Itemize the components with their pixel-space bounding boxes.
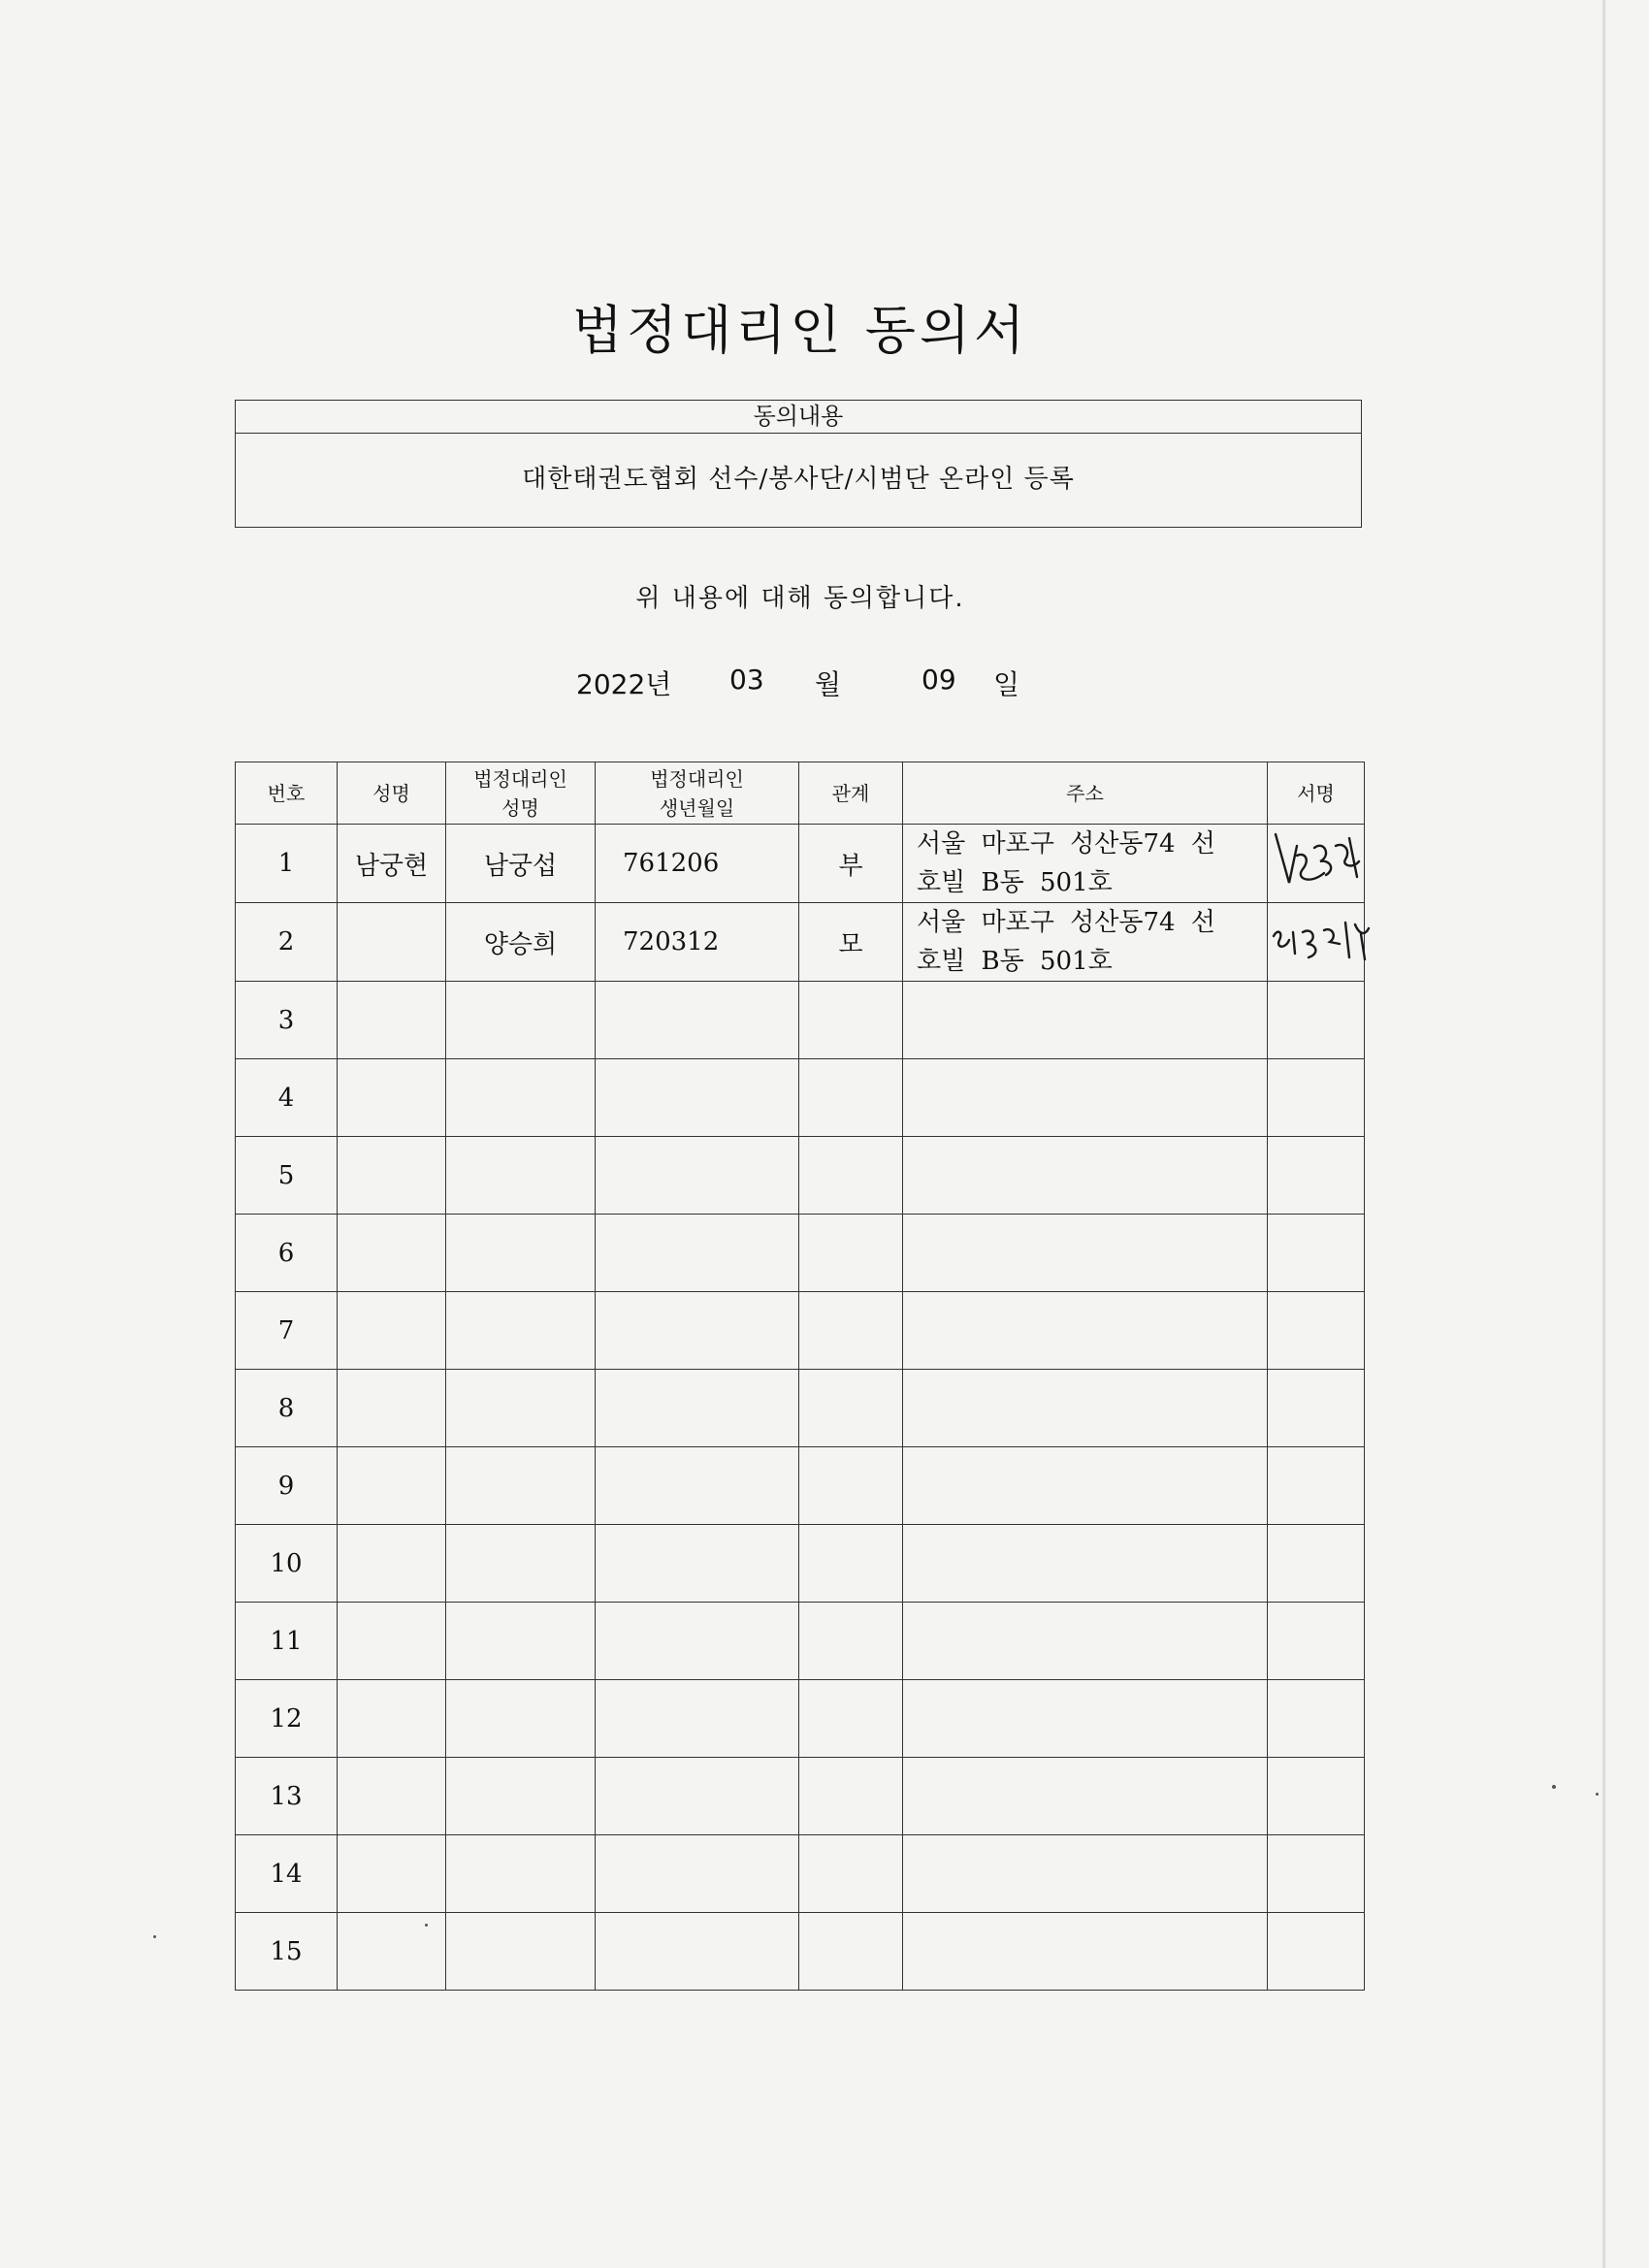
row-relation: [799, 1059, 903, 1137]
row-guardian-birth: [596, 1758, 799, 1835]
row-name: [338, 1758, 446, 1835]
row-address: [903, 1913, 1268, 1991]
row-relation: [799, 1913, 903, 1991]
row-number: 2: [236, 903, 338, 982]
row-number: 3: [236, 982, 338, 1059]
row-address: [903, 1758, 1268, 1835]
row-guardian-birth: [596, 1370, 799, 1447]
row-number: 4: [236, 1059, 338, 1137]
header-guardian-birth: 법정대리인 생년월일: [596, 762, 799, 825]
row-name: [338, 1913, 446, 1991]
row-signature: [1268, 1603, 1365, 1680]
table-row: [236, 1603, 1365, 1680]
table-row: [236, 825, 1365, 903]
row-address: [903, 1525, 1268, 1603]
row-guardian-name: [446, 1137, 596, 1215]
header-no: 번호: [236, 762, 338, 825]
row-guardian-name: [446, 1913, 596, 1991]
address-line-1: 서울 마포구 성산동74 선: [917, 829, 1215, 859]
table-row: [236, 903, 1365, 982]
row-guardian-name: 양승희: [446, 903, 596, 982]
row-guardian-name: [446, 1525, 596, 1603]
row-number: 6: [236, 1215, 338, 1292]
table-row: [236, 1913, 1365, 1991]
scan-speck: [153, 1935, 156, 1938]
row-guardian-birth: [596, 1447, 799, 1525]
row-guardian-name: [446, 1758, 596, 1835]
date-day-unit: 일: [993, 668, 1020, 700]
row-relation: [799, 982, 903, 1059]
table-row: [236, 1835, 1365, 1913]
row-address: [903, 1137, 1268, 1215]
address-line-2: 호빌 B동 501호: [917, 947, 1113, 976]
row-address: [903, 1215, 1268, 1292]
row-guardian-birth: [596, 1525, 799, 1603]
row-relation: [799, 1292, 903, 1370]
row-relation: [799, 1447, 903, 1525]
row-signature: [1268, 1292, 1365, 1370]
row-number: 10: [236, 1525, 338, 1603]
table-row: [236, 1370, 1365, 1447]
header-name: 성명: [338, 762, 446, 825]
row-name: [338, 1680, 446, 1758]
row-signature: [1268, 1447, 1365, 1525]
row-guardian-birth: 720312: [596, 903, 799, 982]
row-signature: [1268, 1913, 1365, 1991]
row-guardian-birth: [596, 1137, 799, 1215]
row-name: [338, 1059, 446, 1137]
header-guardian-name: 법정대리인 성명: [446, 762, 596, 825]
consent-header: 동의내용: [236, 401, 1361, 434]
row-signature: [1268, 982, 1365, 1059]
row-number: 11: [236, 1603, 338, 1680]
date-month-value: 03: [729, 664, 764, 696]
row-signature: [1268, 1758, 1365, 1835]
row-address: [903, 1603, 1268, 1680]
row-number: 15: [236, 1913, 338, 1991]
date-day-value: 09: [922, 664, 956, 696]
table-row: [236, 1059, 1365, 1137]
table-row: [236, 1525, 1365, 1603]
row-guardian-name: [446, 1059, 596, 1137]
date-month-unit: 월: [815, 668, 842, 700]
row-guardian-name: 남궁섭: [446, 825, 596, 903]
row-signature: [1268, 1680, 1365, 1758]
row-relation: 부: [799, 825, 903, 903]
row-name: [338, 1292, 446, 1370]
row-relation: [799, 1758, 903, 1835]
row-guardian-birth: [596, 1835, 799, 1913]
row-number: 7: [236, 1292, 338, 1370]
row-guardian-name: [446, 1370, 596, 1447]
row-number: 12: [236, 1680, 338, 1758]
row-signature: [1268, 903, 1365, 982]
row-guardian-name: [446, 1292, 596, 1370]
row-relation: 모: [799, 903, 903, 982]
scan-speck: [425, 1924, 428, 1927]
row-guardian-birth: [596, 1603, 799, 1680]
scan-speck: [1552, 1785, 1556, 1789]
row-relation: [799, 1680, 903, 1758]
table-row: [236, 1758, 1365, 1835]
row-guardian-name: [446, 982, 596, 1059]
row-guardian-name: [446, 1680, 596, 1758]
row-guardian-birth: 761206: [596, 825, 799, 903]
agreement-text: 위 내용에 대해 동의합니다.: [635, 584, 965, 613]
address-line-1: 서울 마포구 성산동74 선: [917, 908, 1215, 937]
row-name: [338, 903, 446, 982]
row-number: 13: [236, 1758, 338, 1835]
row-address: [903, 1059, 1268, 1137]
row-relation: [799, 1603, 903, 1680]
row-relation: [799, 1370, 903, 1447]
row-signature: [1268, 1059, 1365, 1137]
row-guardian-name: [446, 1215, 596, 1292]
row-address: [903, 1370, 1268, 1447]
row-name: [338, 1603, 446, 1680]
row-name: [338, 1447, 446, 1525]
row-signature: [1268, 1525, 1365, 1603]
row-number: 8: [236, 1370, 338, 1447]
page-title: 법정대리인 동의서: [571, 300, 1029, 362]
row-guardian-name: [446, 1835, 596, 1913]
table-row: [236, 1137, 1365, 1215]
row-name: 남궁현: [338, 825, 446, 903]
consent-box: [235, 400, 1362, 528]
row-guardian-birth: [596, 982, 799, 1059]
row-address: [903, 1680, 1268, 1758]
table-row: [236, 1680, 1365, 1758]
row-address: [903, 982, 1268, 1059]
row-name: [338, 1137, 446, 1215]
page-edge: [1602, 0, 1605, 2268]
row-signature: [1268, 1215, 1365, 1292]
header-relation: 관계: [799, 762, 903, 825]
row-signature: [1268, 1835, 1365, 1913]
row-guardian-birth: [596, 1913, 799, 1991]
row-name: [338, 982, 446, 1059]
row-address: [903, 1835, 1268, 1913]
row-address: [903, 1447, 1268, 1525]
consent-content: 대한태권도협회 선수/봉사단/시범단 온라인 등록: [522, 465, 1075, 494]
row-signature: [1268, 1370, 1365, 1447]
row-guardian-name: [446, 1603, 596, 1680]
row-number: 14: [236, 1835, 338, 1913]
row-relation: [799, 1525, 903, 1603]
row-address: [903, 1292, 1268, 1370]
guardian-table: [235, 761, 1365, 1991]
row-name: [338, 1370, 446, 1447]
row-signature: [1268, 825, 1365, 903]
date-year: 2022년: [576, 668, 672, 700]
header-address: 주소: [903, 762, 1268, 825]
row-number: 5: [236, 1137, 338, 1215]
row-address: [903, 825, 1268, 903]
row-guardian-birth: [596, 1292, 799, 1370]
scan-speck: [1596, 1793, 1599, 1796]
handwritten-signature: [1268, 915, 1374, 970]
row-address: [903, 903, 1268, 982]
row-guardian-birth: [596, 1215, 799, 1292]
row-number: 9: [236, 1447, 338, 1525]
row-number: 1: [236, 825, 338, 903]
table-header-row: [236, 762, 1365, 825]
row-name: [338, 1835, 446, 1913]
row-relation: [799, 1215, 903, 1292]
row-name: [338, 1215, 446, 1292]
row-guardian-name: [446, 1447, 596, 1525]
row-guardian-birth: [596, 1680, 799, 1758]
row-relation: [799, 1835, 903, 1913]
table-row: [236, 1215, 1365, 1292]
table-row: [236, 982, 1365, 1059]
row-name: [338, 1525, 446, 1603]
header-signature: 서명: [1268, 762, 1365, 825]
row-guardian-birth: [596, 1059, 799, 1137]
table-row: [236, 1447, 1365, 1525]
table-row: [236, 1292, 1365, 1370]
row-signature: [1268, 1137, 1365, 1215]
row-relation: [799, 1137, 903, 1215]
handwritten-signature: [1268, 826, 1374, 901]
address-line-2: 호빌 B동 501호: [917, 868, 1113, 897]
